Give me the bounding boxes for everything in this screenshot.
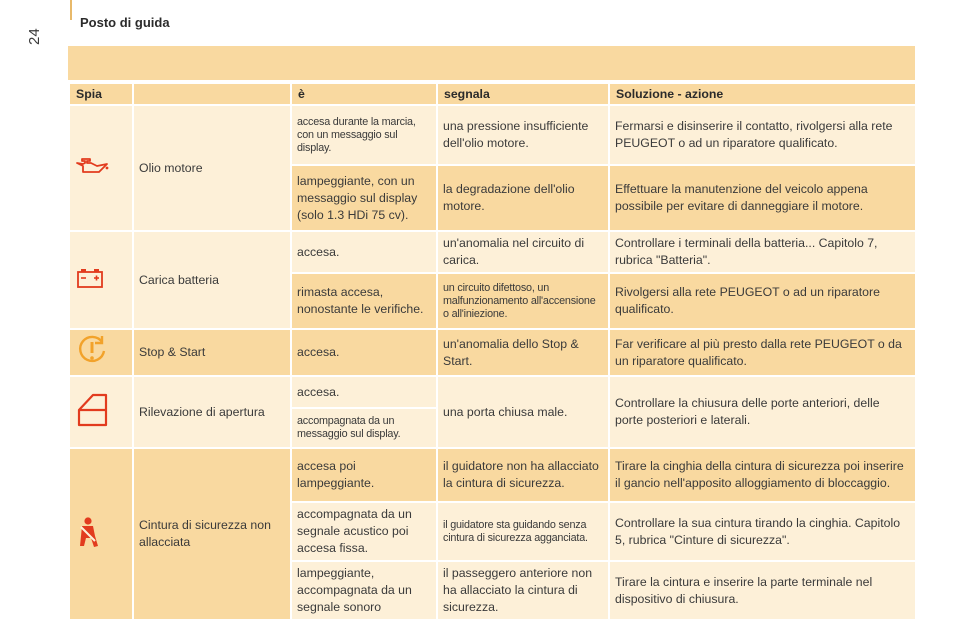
stopstart-signal: un'anomalia dello Stop & Start. [437,329,609,376]
seatbelt-signal-3: il passeggero anteriore non ha allacciato la cintura di sicurezza. [437,561,609,620]
header-spia: Spia [69,83,133,105]
header-state: è [291,83,437,105]
battery-icon [75,267,105,289]
oil-state-1: accesa durante la marcia, con un messaggio sul display. [291,105,437,165]
battery-signal-1: un'anomalia nel circuito di carica. [437,231,609,273]
table-row [69,231,916,273]
row-name-stopstart: Stop & Start [133,329,291,376]
door-state-2: accompagnata da un messaggio sul display. [291,408,437,448]
seatbelt-solution-1: Tirare la cinghia della cintura di sicurezza poi inserire il gancio nell'apposito alloggiamento di bloccaggio. [609,448,916,502]
battery-solution-2: Rivolgersi alla rete PEUGEOT o ad un riparatore qualificato. [609,273,916,329]
header-name [133,83,291,105]
warning-lights-table [68,82,917,621]
row-name-battery: Carica batteria [133,231,291,329]
seatbelt-solution-2: Controllare la sua cintura tirando la cinghia. Capitolo 5, rubrica "Cinture di sicurezza". [609,502,916,561]
table-row [69,105,916,165]
seatbelt-signal-1: il guidatore non ha allacciato la cintura di sicurezza. [437,448,609,502]
table-header-row [69,83,916,105]
seatbelt-state-1: accesa poi lampeggiante. [291,448,437,502]
header-band [68,46,915,80]
battery-solution-1: Controllare i terminali della batteria... Capitolo 7, rubrica "Batteria". [609,231,916,273]
oil-solution-1: Fermarsi e disinserire il contatto, rivolgersi alla rete PEUGEOT o ad un riparatore qualificato. [609,105,916,165]
seatbelt-state-2: accompagnata da un segnale acustico poi accesa fissa. [291,502,437,561]
battery-state-2: rimasta accesa, nonostante le verifiche. [291,273,437,329]
row-name-door: Rilevazione di apertura [133,376,291,448]
door-open-icon [75,392,109,428]
battery-signal-2: un circuito difettoso, un malfunzionamento all'accensione o all'iniezione. [437,273,609,329]
table-row [69,329,916,376]
oil-solution-2: Effettuare la manutenzione del veicolo appena possibile per evitare di danneggiare il motore. [609,165,916,231]
stop-start-icon [75,333,109,367]
battery-state-1: accesa. [291,231,437,273]
row-name-seatbelt: Cintura di sicurezza non allacciata [133,448,291,620]
oil-can-icon [75,157,109,175]
door-state-1: accesa. [291,376,437,408]
seatbelt-solution-3: Tirare la cintura e inserire la parte terminale nel dispositivo di chiusura. [609,561,916,620]
seatbelt-icon [75,516,101,548]
door-solution: Controllare la chiusura delle porte anteriori, delle porte posteriori e laterali. [609,376,916,448]
stopstart-state: accesa. [291,329,437,376]
stopstart-solution: Far verificare al più presto dalla rete PEUGEOT o da un riparatore qualificato. [609,329,916,376]
seatbelt-signal-2: il guidatore sta guidando senza cintura di sicurezza agganciata. [437,502,609,561]
row-name-oil: Olio motore [133,105,291,231]
header-solution: Soluzione - azione [609,83,916,105]
oil-signal-1: una pressione insufficiente dell'olio motore. [437,105,609,165]
door-signal: una porta chiusa male. [437,376,609,448]
seatbelt-state-3: lampeggiante, accompagnata da un segnale sonoro [291,561,437,620]
page-number: 24 [26,28,43,45]
oil-state-2: lampeggiante, con un messaggio sul display (solo 1.3 HDi 75 cv). [291,165,437,231]
section-title: Posto di guida [80,15,170,30]
table-row [69,448,916,502]
table-row [69,376,916,408]
header-accent-bar [70,0,72,20]
oil-signal-2: la degradazione dell'olio motore. [437,165,609,231]
header-signal: segnala [437,83,609,105]
